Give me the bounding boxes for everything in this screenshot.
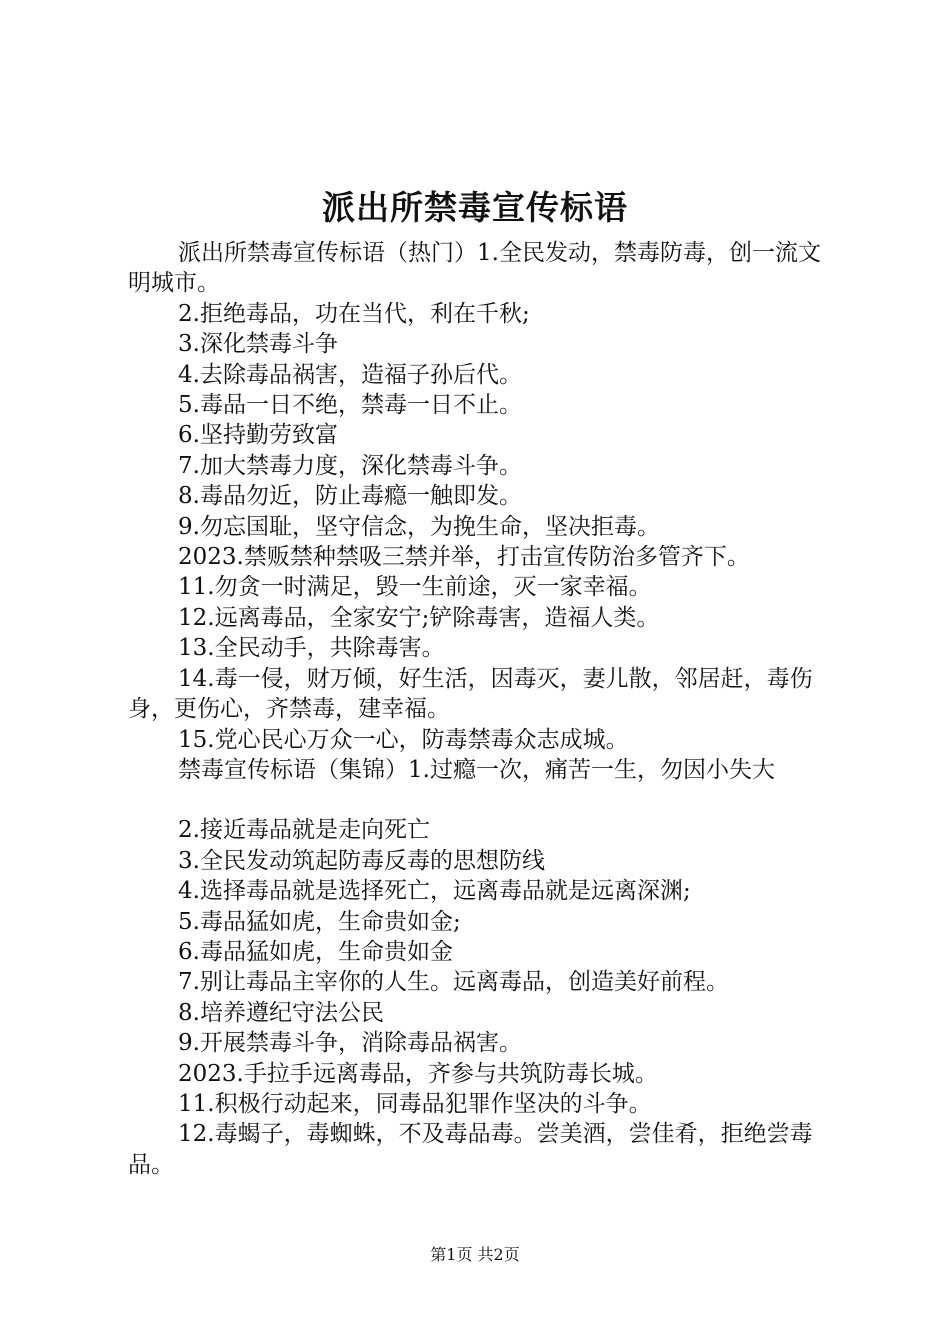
paragraph: 6.坚持勤劳致富 <box>178 422 338 449</box>
paragraph: 2023.手拉手远离毒品，齐参与共筑防毒长城。 <box>178 1060 658 1087</box>
paragraph: 12.远离毒品，全家安宁;铲除毒害，造福人类。 <box>178 604 660 631</box>
document-body <box>128 238 838 1180</box>
blank-line <box>128 785 838 815</box>
paragraph: 禁毒宣传标语（集锦）1.过瘾一次，痛苦一生，勿因小失大 <box>178 756 775 783</box>
paragraph: 11.积极行动起来，同毒品犯罪作坚决的斗争。 <box>178 1090 652 1117</box>
paragraph: 12.毒蝎子，毒蜘蛛，不及毒品毒。尝美酒，尝佳肴，拒绝尝毒品。 <box>128 1121 813 1178</box>
paragraph: 7.别让毒品主宰你的人生。远离毒品，创造美好前程。 <box>178 969 729 996</box>
paragraph: 15.党心民心万众一心，防毒禁毒众志成城。 <box>178 726 629 753</box>
paragraph: 8.培养遵纪守法公民 <box>178 999 384 1026</box>
paragraph: 5.毒品一日不绝，禁毒一日不止。 <box>178 392 522 419</box>
paragraph: 14.毒一侵，财万倾，好生活，因毒灭，妻儿散，邻居赶，毒伤身，更伤心，齐禁毒，建幸福。 <box>128 665 813 723</box>
paragraph: 2.拒绝毒品，功在当代，利在千秋; <box>178 300 530 327</box>
paragraph: 9.勿忘国耻，坚守信念，为挽生命，坚决拒毒。 <box>178 513 660 540</box>
paragraph: 2.接近毒品就是走向死亡 <box>178 817 430 844</box>
paragraph: 3.全民发动筑起防毒反毒的思想防线 <box>178 847 545 874</box>
paragraph: 9.开展禁毒斗争，消除毒品祸害。 <box>178 1030 522 1057</box>
paragraph: 11.勿贪一时满足，毁一生前途，灭一家幸福。 <box>178 574 652 601</box>
page-footer: 第1页 共2页 <box>430 1245 520 1264</box>
paragraph: 派出所禁毒宣传标语（热门）1.全民发动，禁毒防毒，创一流文明城市。 <box>128 240 821 297</box>
paragraph: 2023.禁贩禁种禁吸三禁并举，打击宣传防治多管齐下。 <box>178 544 750 571</box>
paragraph: 7.加大禁毒力度，深化禁毒斗争。 <box>178 452 522 479</box>
paragraph: 8.毒品勿近，防止毒瘾一触即发。 <box>178 483 522 510</box>
paragraph: 4.选择毒品就是选择死亡，远离毒品就是远离深渊; <box>178 878 691 905</box>
document-title: 派出所禁毒宣传标语 <box>322 188 628 227</box>
paragraph: 6.毒品猛如虎，生命贵如金 <box>178 938 453 965</box>
paragraph: 3.深化禁毒斗争 <box>178 331 338 358</box>
paragraph: 13.全民动手，共除毒害。 <box>178 635 445 662</box>
paragraph: 4.去除毒品祸害，造福子孙后代。 <box>178 361 522 388</box>
paragraph: 5.毒品猛如虎，生命贵如金; <box>178 908 461 935</box>
